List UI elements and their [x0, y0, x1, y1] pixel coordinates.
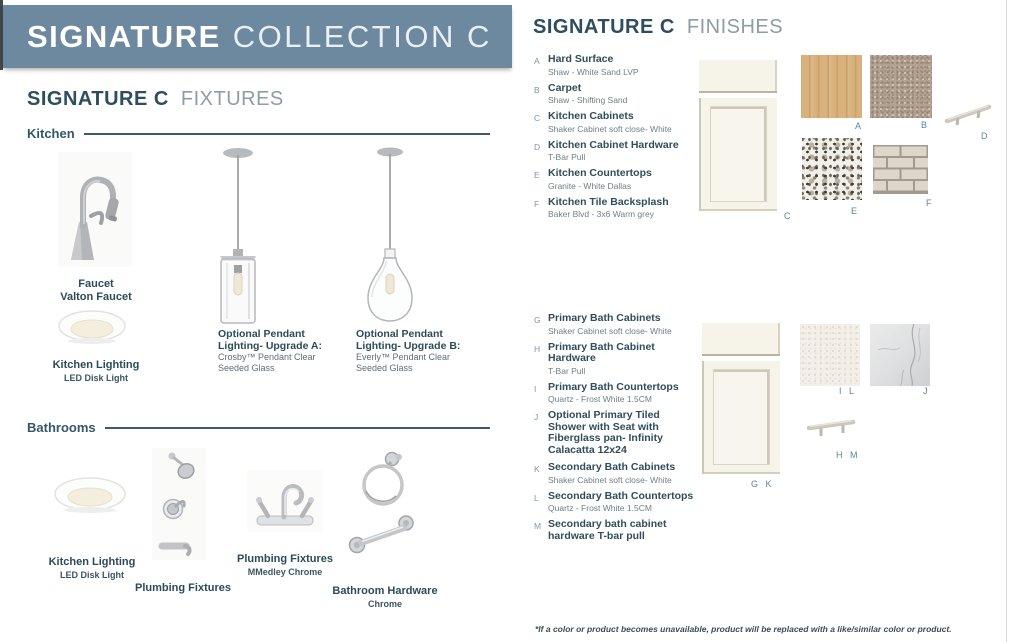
faucet-image [58, 152, 132, 267]
finish-subtitle: T-Bar Pull [548, 365, 586, 376]
pendant-b-illustration [350, 143, 430, 328]
finish-letter: M [534, 521, 542, 531]
page-title-banner [3, 5, 512, 68]
swatch-label-d: D [981, 131, 988, 141]
finish-title: Primary Bath Cabinet Hardware [548, 340, 655, 364]
faucet-label [28, 278, 164, 304]
pendant-b-sub-1: Everly™ Pendant Clear [356, 352, 451, 362]
finish-letter: H [534, 343, 541, 354]
finish-letter: L [534, 492, 539, 503]
subway-tile-illustration [873, 145, 928, 194]
finish-subtitle: Quartz - Frost White 1.5CM [548, 394, 652, 404]
finish-letter: G [534, 315, 541, 325]
kitchen-lighting-title: Kitchen Lighting [52, 359, 140, 371]
bathrooms-section-rule [27, 420, 490, 435]
plumbing-faucet-subtitle: MMedley Chrome [247, 567, 323, 577]
finish-subtitle: T-Bar Pull [548, 152, 586, 162]
bath-cabinet-hardware-swatch [803, 410, 859, 444]
finish-letter: F [534, 198, 540, 209]
finish-item [534, 197, 694, 220]
towel-bar-illustration [344, 512, 422, 564]
finish-letter: A [534, 56, 540, 66]
finishes-heading-light: FINISHES [686, 16, 784, 38]
finish-item [534, 491, 694, 514]
finish-item [534, 410, 694, 456]
tile-backsplash-swatch [873, 145, 928, 194]
disk-light-illustration [52, 472, 128, 518]
finish-item [534, 54, 694, 77]
kitchen-countertop-swatch [802, 138, 862, 200]
finishes-list-kitchen [534, 54, 694, 225]
finish-title: Hard Surface [548, 53, 614, 65]
pendant-b-image [350, 143, 430, 328]
cabinet-door-front [702, 361, 780, 474]
swatch-label-f: F [926, 198, 932, 208]
finish-item [534, 83, 694, 106]
pendant-b-title-1: Optional Pendant [356, 328, 443, 340]
finish-title: Kitchen Cabinet Hardware [548, 138, 679, 151]
carpet-swatch [870, 55, 932, 118]
bathrooms-rule-line [105, 427, 490, 429]
finish-letter: E [534, 170, 540, 180]
kitchen-rule-line [84, 133, 490, 135]
cabinet-drawer-front [702, 323, 780, 356]
finish-subtitle: Baker Blvd - 3x6 Warm grey [548, 209, 654, 219]
finish-title: Secondary Bath Countertops [548, 489, 694, 502]
cabinet-door-panel [713, 369, 770, 465]
banner-title-strong: SIGNATURE [27, 18, 221, 54]
bath-faucet-image [247, 470, 323, 532]
finish-letter: J [534, 412, 539, 422]
finish-letter: C [534, 113, 541, 123]
disclaimer-note: *If a color or product becomes unavailable, product will be replaced with a like/similar color or product. [535, 624, 952, 634]
tbar-pull-illustration [943, 98, 995, 130]
pendant-b-label [356, 328, 468, 374]
bath-countertop-swatch [800, 324, 860, 386]
plumbing-faucet-label [231, 553, 339, 579]
finish-letter: D [534, 141, 541, 152]
finish-subtitle: Shaker Cabinet soft close- White [548, 123, 672, 134]
tbar-pull-illustration [803, 410, 859, 444]
finishes-list-bath [534, 313, 694, 548]
swatch-label-b: B [921, 120, 928, 130]
swatch-label-gk: G K [751, 479, 772, 489]
finish-item [534, 140, 694, 163]
finish-subtitle: Shaker Cabinet soft close- White [548, 474, 672, 485]
kitchen-lighting-label [28, 359, 164, 385]
pendant-a-sub-1: Crosby™ Pendant Clear [218, 352, 316, 362]
bath-disk-light-image [52, 472, 128, 518]
bath-hardware-title: Bathroom Hardware [332, 585, 438, 597]
shower-fixtures-image [152, 448, 206, 560]
pendant-a-label [218, 328, 330, 374]
cabinet-door-panel [710, 106, 767, 202]
faucet-label-title: Faucet [78, 278, 114, 290]
pendant-a-illustration [203, 143, 273, 328]
finish-item [534, 382, 694, 405]
finish-item [534, 168, 694, 191]
bathrooms-section-label: Bathrooms [27, 420, 96, 435]
towel-ring-image [352, 448, 410, 508]
swatch-label-c: C [784, 211, 791, 221]
towel-bar-image [344, 512, 422, 564]
pendant-a-title-1: Optional Pendant [218, 328, 305, 340]
kitchen-section-rule [27, 126, 490, 141]
kitchen-cabinet-hardware-swatch [943, 98, 995, 130]
pendant-a-sub-2: Seeded Glass [218, 363, 275, 373]
kitchen-lighting-subtitle: LED Disk Light [63, 373, 128, 383]
finishes-heading-strong: SIGNATURE C [533, 16, 675, 38]
calacatta-marble-illustration [870, 324, 930, 386]
swatch-label-il: I L [839, 386, 855, 396]
finish-title: Kitchen Cabinets [548, 110, 634, 122]
shower-tile-swatch [870, 324, 930, 386]
finish-title: Kitchen Countertops [548, 167, 652, 179]
kitchen-section-label: Kitchen [27, 126, 75, 141]
finish-title: Secondary Bath Cabinets [548, 461, 676, 473]
bath-cabinet-swatch [702, 323, 780, 476]
cabinet-door-front [699, 98, 777, 211]
disk-light-illustration [56, 306, 128, 348]
finish-letter: I [534, 383, 537, 394]
bath-hardware-subtitle: Chrome [367, 599, 402, 609]
fixtures-heading [27, 88, 284, 111]
cabinet-drawer-front [699, 60, 777, 93]
bath-lighting-title: Kitchen Lighting [48, 556, 136, 568]
pendant-a-title-2: Lighting- Upgrade A: [218, 340, 323, 352]
hard-surface-swatch [801, 55, 862, 118]
bath-hardware-label [325, 585, 445, 611]
swatch-label-j: J [923, 386, 928, 396]
swatch-label-hm: H M [836, 450, 858, 460]
finish-item [534, 519, 694, 542]
bath-faucet-illustration [247, 470, 323, 532]
faucet-label-subtitle: Valton Faucet [60, 291, 132, 303]
finish-title: Primary Bath Countertops [548, 380, 679, 393]
finishes-heading [533, 16, 783, 39]
kitchen-cabinet-swatch [699, 60, 777, 213]
finish-subtitle: Shaw - White Sand LVP [548, 66, 639, 77]
bath-lighting-subtitle: LED Disk Light [59, 570, 124, 580]
plumbing-faucet-title: Plumbing Fixtures [237, 553, 333, 565]
finish-title: Kitchen Tile Backsplash [548, 195, 669, 208]
finish-title: Primary Bath Cabinets [548, 312, 661, 324]
pendant-b-sub-2: Seeded Glass [356, 363, 413, 373]
faucet-illustration [58, 152, 132, 267]
finish-item [534, 462, 694, 485]
fixtures-heading-strong: SIGNATURE C [27, 88, 169, 110]
kitchen-disk-light-image [56, 306, 128, 348]
banner-title-light: COLLECTION C [232, 18, 492, 54]
finish-letter: K [534, 464, 540, 474]
finish-subtitle: Granite - White Dallas [548, 180, 632, 191]
finish-title: Carpet [548, 81, 582, 94]
swatch-label-a: A [855, 121, 862, 131]
page-edge-divider [1006, 0, 1007, 642]
finish-subtitle: Shaw - Shifting Sand [548, 95, 628, 105]
finish-subtitle: Quartz - Frost White 1.5CM [548, 503, 652, 513]
finish-title: Secondary bath cabinet hardware T-bar pull [548, 518, 667, 542]
finish-item [534, 111, 694, 134]
shower-set-illustration [152, 448, 206, 560]
finish-subtitle: Shaker Cabinet soft close- White [548, 325, 672, 336]
pendant-a-image [203, 143, 273, 328]
plumbing-shower-title: Plumbing Fixtures [135, 582, 231, 594]
towel-ring-illustration [352, 448, 410, 508]
bath-lighting-label [27, 556, 157, 582]
finish-item [534, 342, 694, 376]
fixtures-heading-light: FIXTURES [180, 88, 284, 110]
finish-item [534, 313, 694, 336]
finish-title: Optional Primary Tiled Shower with Seat with Fiberglass pan- Infinity Calacatta 12x24 [548, 409, 663, 456]
finish-letter: B [534, 84, 540, 95]
plumbing-shower-label [133, 582, 233, 595]
pendant-b-title-2: Lighting- Upgrade B: [356, 340, 461, 352]
swatch-label-e: E [851, 206, 858, 216]
